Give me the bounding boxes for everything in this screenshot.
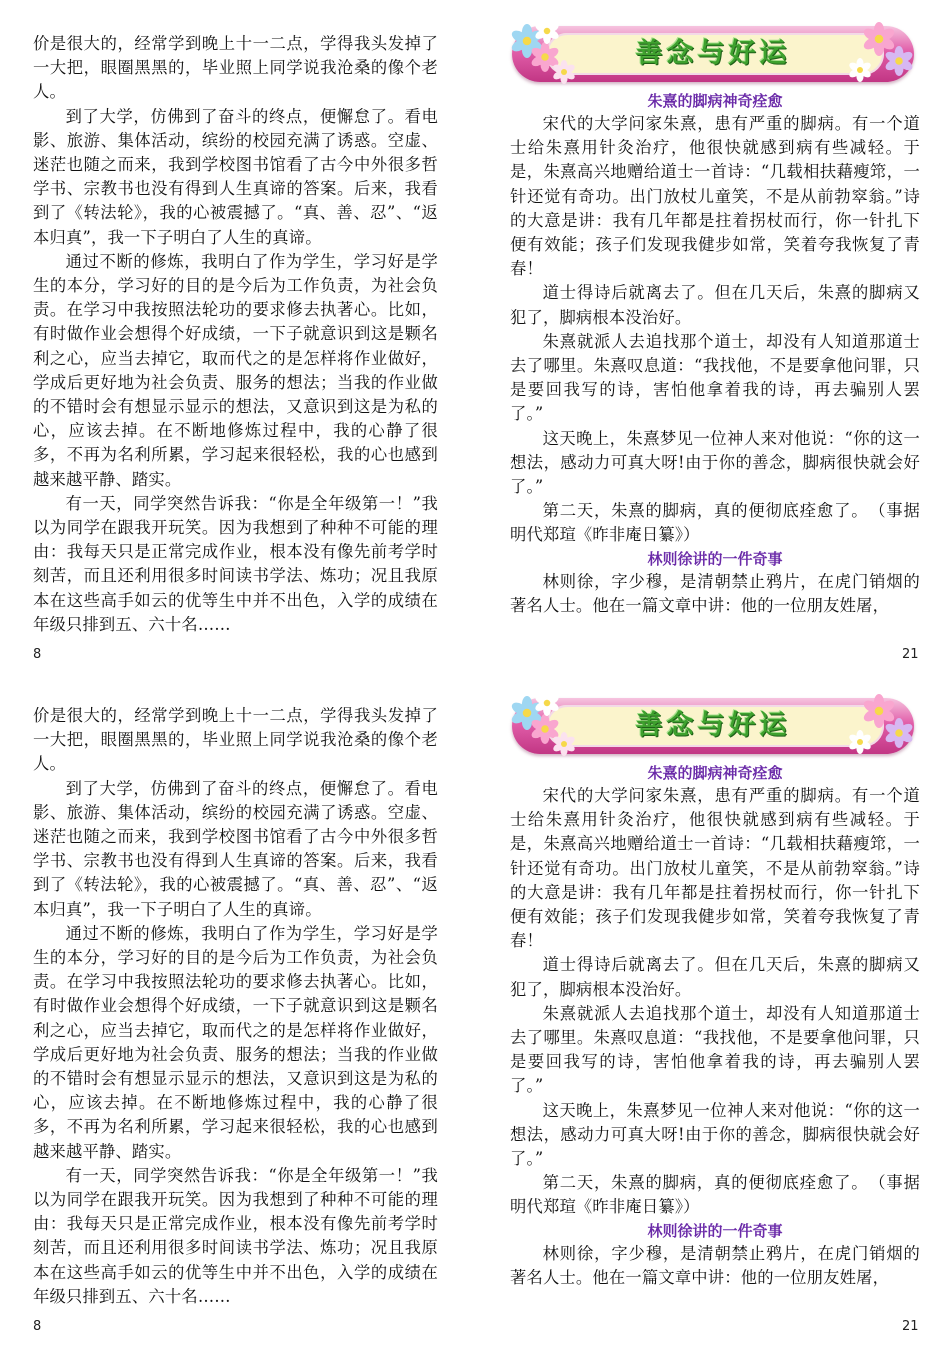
paragraph: 道士得诗后就离去了。但在几天后，朱熹的脚病又犯了，脚病根本没治好。 (510, 283, 920, 327)
page-spread-top (0, 0, 950, 672)
paragraph: 朱熹就派人去追找那个道士，却没有人知道那道士去了哪里。朱熹叹息道：“我找他，不是要拿他问罪，只是要回我写的诗，害怕他拿着我的诗，再去骗别人罢了。” (510, 1003, 920, 1096)
paragraph: 有一天，同学突然告诉我：“你是全年级第一！”我以为同学在跟我开玩笑。因为我想到了种种不可能的理由：我每天只是正常完成作业，根本没有像先前考学时刻苦，而且还利用很多时间读书学法、炼功；况且我原本在这些高手如云的优等生中并不出色，入学的成绩在年级只排到五、六十名…… (33, 1165, 438, 1306)
right-page-text (510, 20, 920, 618)
paragraph: 价是很大的，经常学到晚上十一二点，学得我头发掉了一大把，眼圈黑黑的，毕业照上同学说我沧桑的像个老人。 (33, 706, 438, 774)
paragraph: 林则徐，字少穆，是清朝禁止鸦片，在虎门销烟的著名人士。他在一篇文章中讲：他的一位朋友姓屠， (510, 571, 920, 615)
title-banner (512, 692, 914, 760)
story-heading: 朱熹的脚病神奇痊愈 (647, 92, 783, 110)
page-number: 21 (902, 647, 919, 662)
paragraph: 宋代的大学问家朱熹，患有严重的脚病。有一个道士给朱熹用针灸治疗，他很快就感到病有些减轻。于是，朱熹高兴地赠给道士一首诗：“几载相扶藉瘦筇，一针还觉有奇功。出门放杖儿童笑，不是从前勃窣翁。”诗的大意是讲：我有几年都是拄着拐杖而行，你一针扎下便有效能；孩子们发现我健步如常，笑着夸我恢复了青春！ (510, 114, 920, 279)
paragraph: 宋代的大学问家朱熹，患有严重的脚病。有一个道士给朱熹用针灸治疗，他很快就感到病有些减轻。于是，朱熹高兴地赠给道士一首诗：“几载相扶藉瘦筇，一针还觉有奇功。出门放杖儿童笑，不是从前勃窣翁。”诗的大意是讲：我有几年都是拄着拐杖而行，你一针扎下便有效能；孩子们发现我健步如常，笑着夸我恢复了青春！ (510, 786, 920, 951)
story-heading: 林则徐讲的一件奇事 (647, 1221, 783, 1240)
paragraph: 有一天，同学突然告诉我：“你是全年级第一！”我以为同学在跟我开玩笑。因为我想到了种种不可能的理由：我每天只是正常完成作业，根本没有像先前考学时刻苦，而且还利用很多时间读书学法、炼功；况且我原本在这些高手如云的优等生中并不出色，入学的成绩在年级只排到五、六十名…… (33, 493, 438, 634)
paragraph: 林则徐，字少穆，是清朝禁止鸦片，在虎门销烟的著名人士。他在一篇文章中讲：他的一位朋友姓屠， (510, 1243, 920, 1287)
left-page-text (33, 704, 438, 1309)
paragraph: 价是很大的，经常学到晚上十一二点，学得我头发掉了一大把，眼圈黑黑的，毕业照上同学说我沧桑的像个老人。 (33, 34, 438, 102)
page-number: 8 (33, 647, 42, 662)
left-page-text (33, 32, 438, 637)
paragraph: 道士得诗后就离去了。但在几天后，朱熹的脚病又犯了，脚病根本没治好。 (510, 955, 920, 999)
paragraph: 通过不断的修炼，我明白了作为学生，学习好是学生的本分，学习好的目的是今后为工作负责，为社会负责。在学习中我按照法轮功的要求修去执著心。比如，有时做作业会想得个好成绩，一下子就意识到这是颗名利之心，应当去掉它，取而代之的是怎样将作业做好，学成后更好地为社会负责、服务的想法；当我的作业做的不错时会有想显示显示的想法，又意识到这是为私的心，应该去掉。在不断地修炼过程中，我的心静了很多，不再为名利所累，学习起来很轻松，我的心也感到越来越平静、踏实。 (33, 923, 438, 1161)
paragraph: 到了大学，仿佛到了奋斗的终点，便懈怠了。看电影、旅游、集体活动，缤纷的校园充满了诱惑。空虚、迷茫也随之而来，我到学校图书馆看了古今中外很多哲学书、宗教书也没有得到人生真谛的答案。后来，我看到了《转法轮》，我的心被震撼了。“真、善、忍”、“返本归真”，我一下子明白了人生的真谛。 (33, 778, 438, 919)
paragraph: 朱熹就派人去追找那个道士，却没有人知道那道士去了哪里。朱熹叹息道：“我找他，不是要拿他问罪，只是要回我写的诗，害怕他拿着我的诗，再去骗别人罢了。” (510, 331, 920, 424)
page-number: 21 (902, 1319, 919, 1334)
paragraph: 第二天，朱熹的脚病，真的便彻底痊愈了。 （事据明代郑瑄《昨非庵日纂》） (510, 1173, 920, 1217)
paragraph: 这天晚上，朱熹梦见一位神人来对他说：“你的这一想法，感动力可真大呀!由于你的善念，脚病很快就会好了。” (510, 1100, 920, 1169)
paragraph: 第二天，朱熹的脚病，真的便彻底痊愈了。 （事据明代郑瑄《昨非庵日纂》） (510, 501, 920, 545)
page-number: 8 (33, 1319, 42, 1334)
title-banner (512, 20, 914, 88)
paragraph: 通过不断的修炼，我明白了作为学生，学习好是学生的本分，学习好的目的是今后为工作负责，为社会负责。在学习中我按照法轮功的要求修去执著心。比如，有时做作业会想得个好成绩，一下子就意识到这是颗名利之心，应当去掉它，取而代之的是怎样将作业做好，学成后更好地为社会负责、服务的想法；当我的作业做的不错时会有想显示显示的想法，又意识到这是为私的心，应该去掉。在不断地修炼过程中，我的心静了很多，不再为名利所累，学习起来很轻松，我的心也感到越来越平静、踏实。 (33, 251, 438, 489)
banner-title: 善念与好运 (635, 710, 791, 741)
right-page-text (510, 692, 920, 1290)
banner-title: 善念与好运 (635, 38, 791, 69)
paragraph: 到了大学，仿佛到了奋斗的终点，便懈怠了。看电影、旅游、集体活动，缤纷的校园充满了诱惑。空虚、迷茫也随之而来，我到学校图书馆看了古今中外很多哲学书、宗教书也没有得到人生真谛的答案。后来，我看到了《转法轮》，我的心被震撼了。“真、善、忍”、“返本归真”，我一下子明白了人生的真谛。 (33, 106, 438, 247)
story-heading: 林则徐讲的一件奇事 (647, 549, 783, 568)
page-spread-bottom (0, 672, 950, 1344)
paragraph: 这天晚上，朱熹梦见一位神人来对他说：“你的这一想法，感动力可真大呀!由于你的善念，脚病很快就会好了。” (510, 428, 920, 497)
story-heading: 朱熹的脚病神奇痊愈 (647, 764, 783, 782)
